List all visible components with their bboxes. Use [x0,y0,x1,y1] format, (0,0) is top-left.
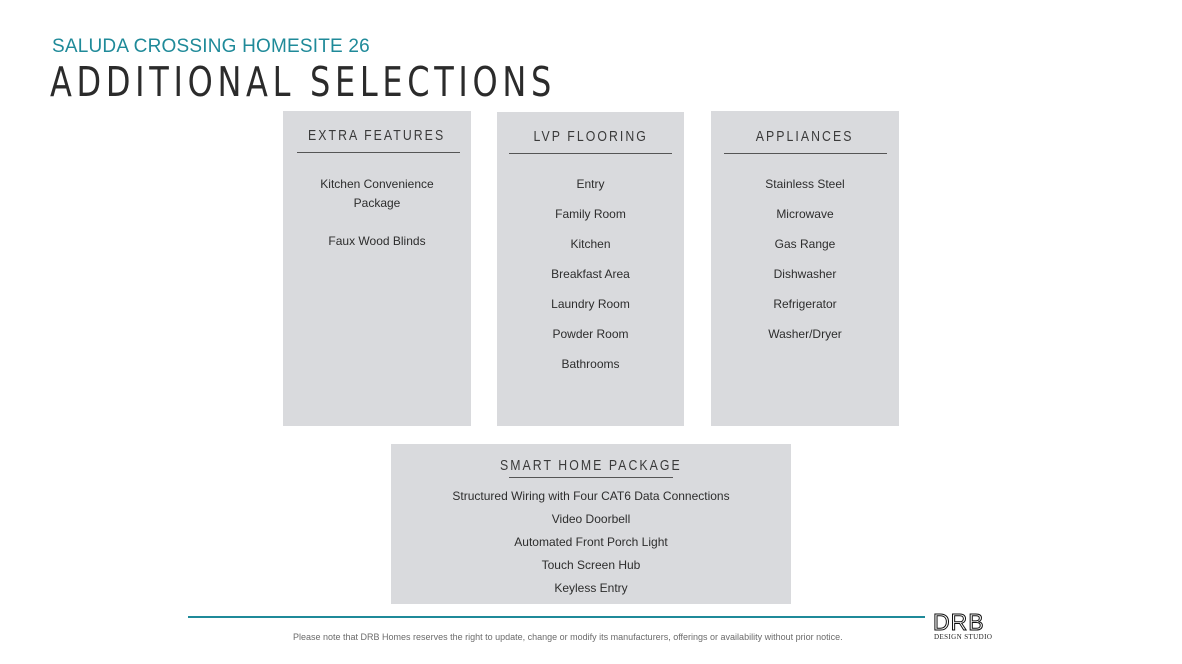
list-item: Kitchen [570,237,611,251]
list-item: Powder Room [552,327,629,341]
list-item: Video Doorbell [551,512,631,526]
disclaimer-text: Please note that DRB Homes reserves the right to update, change or modify its manufacturers, offerings or availability without prior notice. [293,632,843,642]
list-item: Entry [576,177,605,191]
list-item: Microwave [776,207,834,221]
appliances-panel [711,111,899,426]
appliances-heading: APPLIANCES [756,128,854,145]
list-item: Touch Screen Hub [541,558,641,572]
list-item: Family Room [555,207,626,221]
smart-home-rule [509,477,673,478]
list-item: Breakfast Area [551,267,630,281]
extra-features-rule [297,152,460,153]
extra-features-panel [283,111,471,426]
list-item: Package [353,196,401,210]
list-item: Refrigerator [773,297,837,311]
smart-home-panel [391,444,791,604]
lvp-flooring-rule [509,153,672,154]
list-item: Keyless Entry [554,581,628,595]
list-item: Faux Wood Blinds [328,234,426,248]
footer-divider [188,616,925,618]
page-subtitle: SALUDA CROSSING HOMESITE 26 [52,36,370,57]
list-item: Gas Range [774,237,836,251]
list-item: Stainless Steel [765,177,845,191]
smart-home-heading: SMART HOME PACKAGE [500,457,682,474]
list-item: Dishwasher [773,267,837,281]
extra-features-heading: EXTRA FEATURES [308,127,446,144]
list-item: Bathrooms [561,357,620,371]
logo-mark: DRB [933,609,985,635]
logo-text: DESIGN STUDIO [934,633,993,641]
lvp-flooring-heading: LVP FLOORING [533,128,648,145]
list-item: Automated Front Porch Light [514,535,668,549]
list-item: Laundry Room [551,297,630,311]
appliances-rule [724,153,887,154]
page-title: ADDITIONAL SELECTIONS [50,58,556,106]
list-item: Structured Wiring with Four CAT6 Data Connections [452,489,730,503]
list-item: Kitchen Convenience [320,177,434,191]
list-item: Washer/Dryer [768,327,842,341]
lvp-flooring-panel [497,112,684,426]
